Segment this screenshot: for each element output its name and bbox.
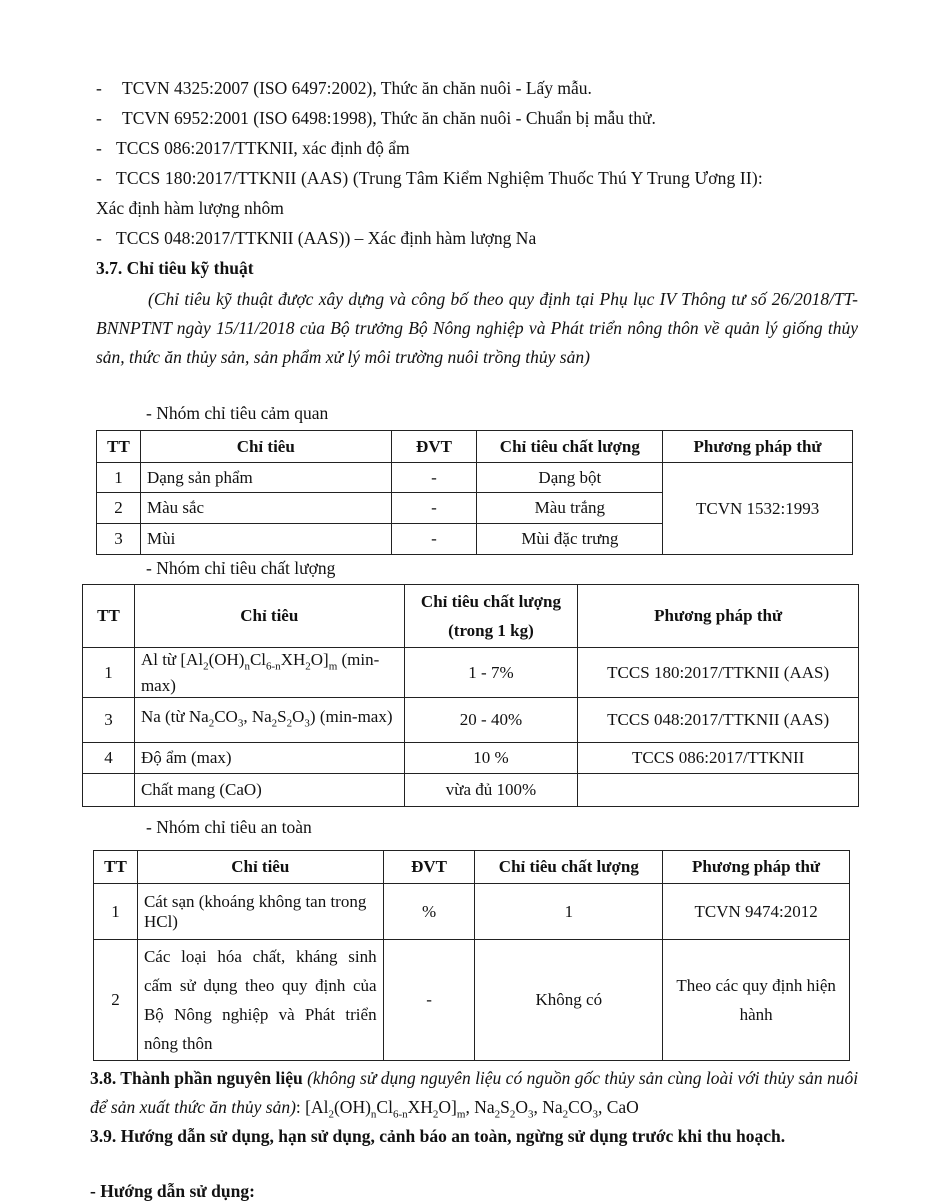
cell-criteria: Al từ $[Al_2(OH)_nCl_{6-n}XH_2O]_m$ (min-max) (134, 648, 404, 698)
cell-tt: 3 (83, 698, 135, 743)
cell-value: 10 % (404, 743, 578, 774)
col-header-criteria: Chỉ tiêu (140, 431, 391, 463)
sensory-table (96, 430, 853, 555)
cell-criteria: Độ ẩm (max) (134, 743, 404, 774)
cell-quality: Dạng bột (477, 463, 663, 493)
col-header-quality: Chỉ tiêu chất lượng (475, 851, 663, 884)
col-header-quality: Chỉ tiêu chất lượng (trong 1 kg) (404, 585, 578, 648)
cell-tt: 4 (83, 743, 135, 774)
list-item-text: TCCS 180:2017/TTKNII (AAS) (Trung Tâm Kiểm Nghiệm Thuốc Thú Y Trung Ương II): (116, 168, 763, 188)
section-3-8-note: (không sử dụng nguyên liệu có nguồn gốc thủy sản cùng loài với thủy sản nuôi để sản xuất thức ăn thủy sản) (90, 1068, 859, 1117)
section-3-8 (90, 1064, 860, 1130)
cell-criteria: Các loại hóa chất, kháng sinh cấm sử dụng theo quy định của Bộ Nông nghiệp và Phát triển nông thôn (137, 940, 383, 1061)
cell-value: vừa đủ 100% (404, 774, 578, 807)
list-item-text: TCVN 6952:2001 (ISO 6498:1998), Thức ăn chăn nuôi - Chuẩn bị mẫu thử. (122, 108, 656, 128)
quality-table (82, 584, 859, 807)
list-dash: - (96, 228, 102, 248)
list-item (96, 168, 763, 189)
col-header-unit: ĐVT (391, 431, 477, 463)
list-dash: - (96, 138, 102, 158)
cell-tt: 3 (97, 524, 141, 555)
cell-tt: 2 (97, 493, 141, 524)
col-header-quality: Chỉ tiêu chất lượng (477, 431, 663, 463)
col-header-tt: TT (97, 431, 141, 463)
table-row (94, 940, 850, 1061)
cell-tt: 2 (94, 940, 138, 1061)
col-header-criteria: Chỉ tiêu (134, 585, 404, 648)
cell-unit: % (383, 884, 475, 940)
cell-criteria: Dạng sản phẩm (140, 463, 391, 493)
cell-method: TCVN 1532:1993 (663, 463, 853, 555)
cell-quality: Mùi đặc trưng (477, 524, 663, 555)
cell-method: TCCS 180:2017/TTKNII (AAS) (578, 648, 859, 698)
sensory-caption: - Nhóm chỉ tiêu cảm quan (146, 403, 329, 423)
cell-method: TCCS 086:2017/TTKNII (578, 743, 859, 774)
col-header-unit: ĐVT (383, 851, 475, 884)
usage-subheading: - Hướng dẫn sử dụng: (90, 1181, 255, 1201)
section-3-7-note: (Chỉ tiêu kỹ thuật được xây dựng và công bố theo quy định tại Phụ lục IV Thông tư số 26/2018/TT-BNNPTNT ngày 15/11/2018 của Bộ trưởng Bộ Nông nghiệp và Phát triển nông thôn về quản lý giống thủy sản, thức ăn thủy sản, sản phẩm xử lý môi trường nuôi trồng thủy sản) (96, 289, 858, 367)
safety-table (93, 850, 850, 1061)
list-dash: - (96, 108, 102, 128)
list-item-text: TCCS 048:2017/TTKNII (AAS)) – Xác định hàm lượng Na (116, 228, 537, 248)
col-header-method: Phương pháp thử (663, 431, 853, 463)
list-item (96, 138, 410, 159)
cell-tt: 1 (94, 884, 138, 940)
list-item (96, 108, 656, 129)
cell-method: TCVN 9474:2012 (663, 884, 850, 940)
cell-quality: Không có (475, 940, 663, 1061)
col-header-method: Phương pháp thử (663, 851, 850, 884)
cell-unit: - (391, 493, 477, 524)
cell-criteria: Cát sạn (khoáng không tan trong HCl) (137, 884, 383, 940)
cell-method: Theo các quy định hiện hành (663, 940, 850, 1061)
cell-criteria: Chất mang (CaO) (134, 774, 404, 807)
cell-tt: 1 (97, 463, 141, 493)
list-item-text: TCCS 086:2017/TTKNII, xác định độ ẩm (116, 138, 410, 158)
cell-method: TCCS 048:2017/TTKNII (AAS) (578, 698, 859, 743)
list-item-text: TCVN 4325:2007 (ISO 6497:2002), Thức ăn chăn nuôi - Lấy mẫu. (122, 78, 592, 98)
cell-value: 1 - 7% (404, 648, 578, 698)
cell-tt (83, 774, 135, 807)
list-item-continuation: Xác định hàm lượng nhôm (96, 198, 284, 218)
cell-method (578, 774, 859, 807)
cell-quality: Màu trắng (477, 493, 663, 524)
table-row (83, 774, 859, 807)
section-heading-3-8: 3.8. Thành phần nguyên liệu (90, 1068, 303, 1088)
list-dash: - (96, 168, 102, 188)
cell-unit: - (391, 463, 477, 493)
cell-criteria: Mùi (140, 524, 391, 555)
col-header-method: Phương pháp thử (578, 585, 859, 648)
cell-quality: 1 (475, 884, 663, 940)
table-row (83, 743, 859, 774)
cell-unit: - (391, 524, 477, 555)
cell-tt: 1 (83, 648, 135, 698)
cell-criteria: Na (từ $Na_2CO_3$, $Na_2S_2O_3$) (min-max) (134, 698, 404, 743)
quality-caption: - Nhóm chỉ tiêu chất lượng (146, 558, 336, 578)
table-row (94, 884, 850, 940)
list-item (96, 78, 592, 99)
list-dash: - (96, 78, 102, 98)
section-heading-3-9: 3.9. Hướng dẫn sử dụng, hạn sử dụng, cảnh báo an toàn, ngừng sử dụng trước khi thu hoạch. (90, 1126, 786, 1146)
cell-value: 20 - 40% (404, 698, 578, 743)
col-header-criteria: Chỉ tiêu (137, 851, 383, 884)
cell-criteria: Màu sắc (140, 493, 391, 524)
section-heading-3-7: 3.7. Chỉ tiêu kỹ thuật (96, 258, 254, 278)
table-row (83, 648, 859, 698)
table-row (97, 463, 853, 493)
col-header-tt: TT (83, 585, 135, 648)
safety-caption: - Nhóm chỉ tiêu an toàn (146, 817, 312, 837)
cell-unit: - (383, 940, 475, 1061)
list-item (96, 228, 537, 249)
col-header-tt: TT (94, 851, 138, 884)
table-row (83, 698, 859, 743)
section-3-8-ingredients: : $[Al_2(OH)_nCl_{6-n}XH_2O]_m$, $Na_2S_2O_3$, $Na_2CO_3$, CaO (295, 1097, 639, 1121)
